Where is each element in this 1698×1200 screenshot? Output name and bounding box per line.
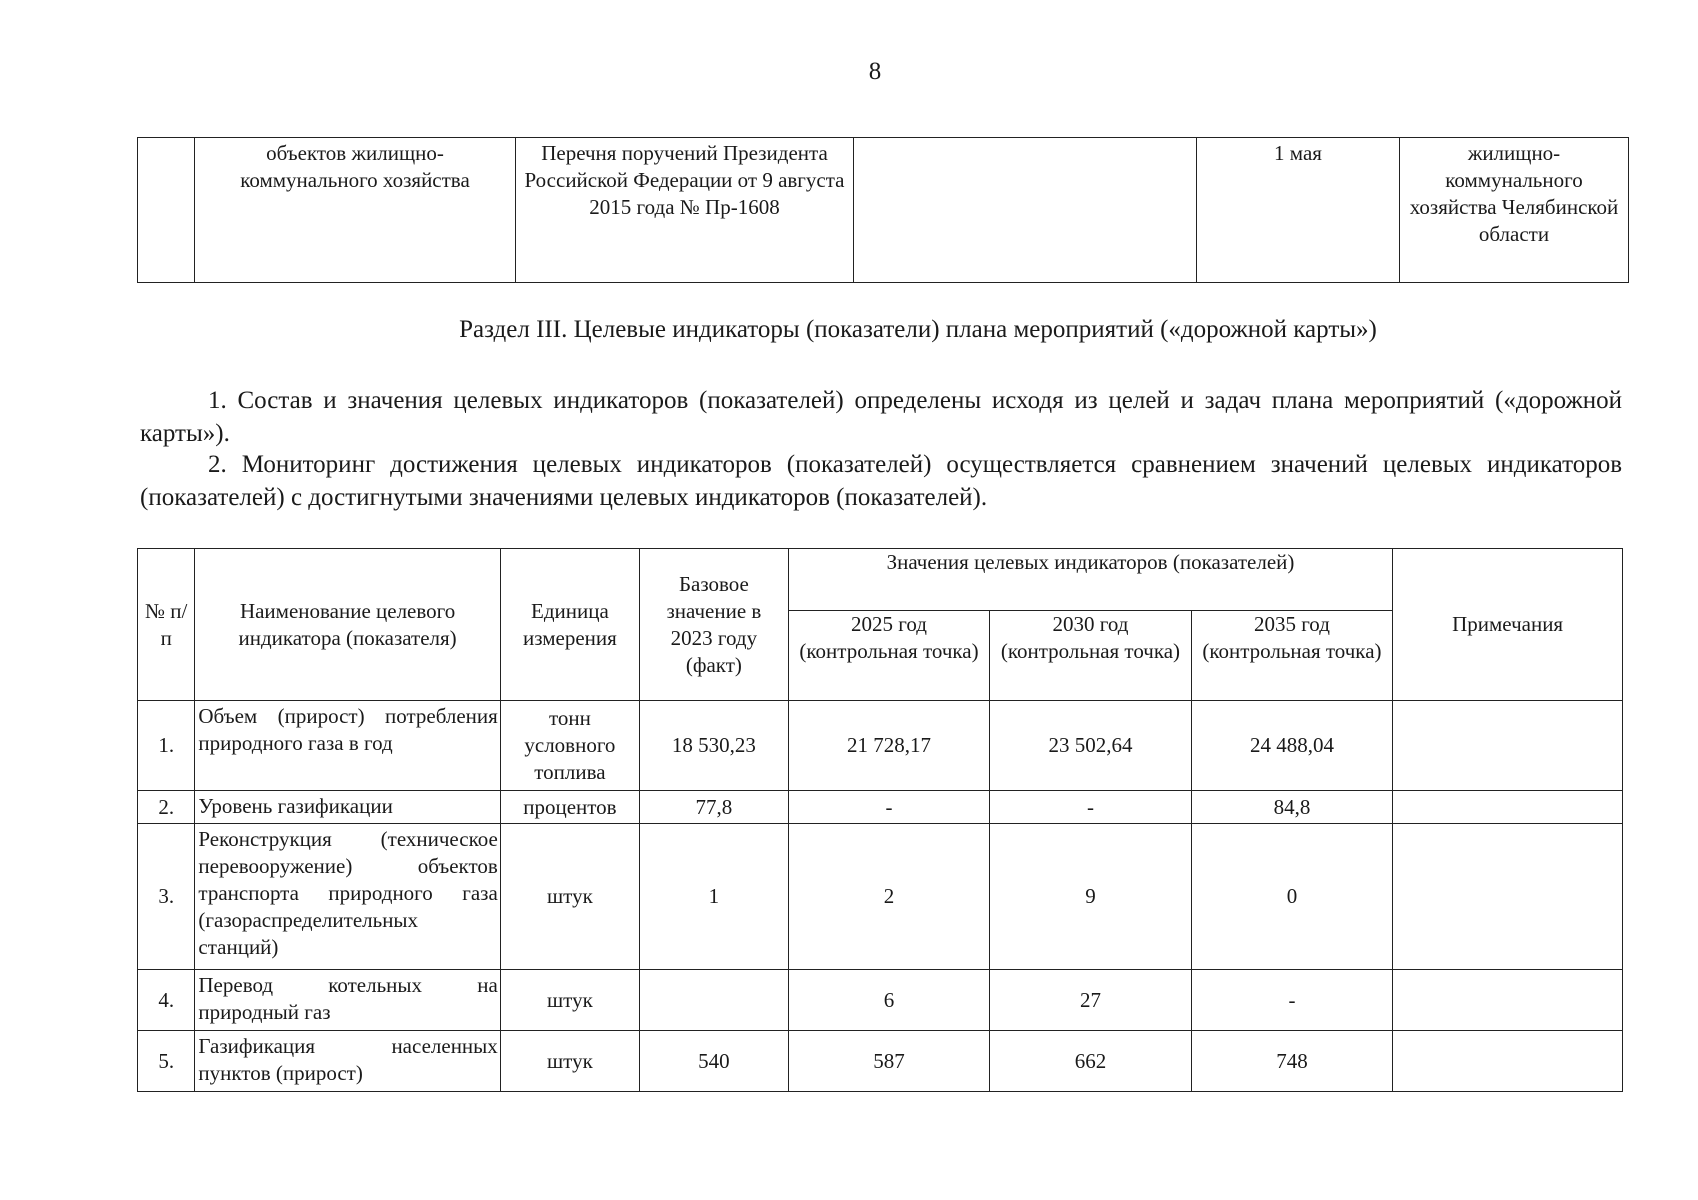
row-unit: штук: [500, 970, 639, 1031]
row-2025: -: [788, 791, 989, 824]
row-unit: тонн условного топлива: [500, 701, 639, 791]
row-num: 3.: [138, 824, 195, 970]
header-num: № п/п: [138, 549, 195, 701]
row-base: 540: [640, 1031, 789, 1092]
row-num: 1.: [138, 701, 195, 791]
row-2030: 9: [990, 824, 1191, 970]
header-notes: Примечания: [1393, 549, 1623, 701]
row-2035: 84,8: [1191, 791, 1392, 824]
row-2025: 6: [788, 970, 989, 1031]
row-unit: штук: [500, 824, 639, 970]
paragraph-text: 1. Состав и значения целевых индикаторов (показателей) определены исходя из целей и задач плана мероприятий («дорожной карты»).: [140, 387, 1622, 447]
row-2035: 24 488,04: [1191, 701, 1392, 791]
paragraph-2: [140, 448, 1622, 514]
paragraph-text: 2. Мониторинг достижения целевых индикаторов (показателей) осуществляется сравнением значений целевых индикаторов (показателей) с достигнутыми значениями целевых индикаторов (показателей).: [140, 451, 1622, 511]
row-base: 77,8: [640, 791, 789, 824]
row-name: Уровень газификации: [195, 791, 500, 824]
row-2025: 2: [788, 824, 989, 970]
row-base: 1: [640, 824, 789, 970]
header-unit: Единица измерения: [500, 549, 639, 701]
row-unit: штук: [500, 1031, 639, 1092]
row-num: 5.: [138, 1031, 195, 1092]
header-values-group: Значения целевых индикаторов (показателей): [788, 549, 1392, 611]
row-2025: 21 728,17: [788, 701, 989, 791]
row-2030: 27: [990, 970, 1191, 1031]
table-row: [138, 138, 1629, 283]
continued-table: [137, 137, 1629, 283]
row-2025: 587: [788, 1031, 989, 1092]
header-row: [138, 549, 1623, 611]
table-row: [138, 791, 1623, 824]
table-cell: объектов жилищно-коммунального хозяйства: [195, 138, 516, 283]
header-2035: 2035 год (контрольная точка): [1191, 611, 1392, 701]
table-row: [138, 1031, 1623, 1092]
table-cell: Перечня поручений Президента Российской Федерации от 9 августа 2015 года № Пр-1608: [516, 138, 854, 283]
table-row: [138, 824, 1623, 970]
table-cell: [854, 138, 1197, 283]
row-num: 4.: [138, 970, 195, 1031]
header-2030: 2030 год (контрольная точка): [990, 611, 1191, 701]
row-2030: 23 502,64: [990, 701, 1191, 791]
row-2030: -: [990, 791, 1191, 824]
header-name: Наименование целевого индикатора (показателя): [195, 549, 500, 701]
row-base: [640, 970, 789, 1031]
row-unit: процентов: [500, 791, 639, 824]
table-cell: 1 мая: [1197, 138, 1400, 283]
section-title: Раздел III. Целевые индикаторы (показатели) плана мероприятий («дорожной карты»): [459, 316, 1377, 343]
row-notes: [1393, 1031, 1623, 1092]
header-base: Базовое значение в 2023 году (факт): [640, 549, 789, 701]
indicator-table: [137, 548, 1623, 1092]
page-number: 8: [868, 58, 882, 85]
row-2035: 0: [1191, 824, 1392, 970]
row-notes: [1393, 701, 1623, 791]
row-name: Объем (прирост) потребления природного газа в год: [195, 701, 500, 791]
row-notes: [1393, 791, 1623, 824]
table-cell: жилищно-коммунального хозяйства Челябинской области: [1400, 138, 1629, 283]
header-2025: 2025 год (контрольная точка): [788, 611, 989, 701]
row-base: 18 530,23: [640, 701, 789, 791]
paragraph-1: [140, 384, 1622, 450]
row-2035: 748: [1191, 1031, 1392, 1092]
row-notes: [1393, 970, 1623, 1031]
row-2030: 662: [990, 1031, 1191, 1092]
row-2035: -: [1191, 970, 1392, 1031]
row-notes: [1393, 824, 1623, 970]
row-name: Реконструкция (техническое перевооружение) объектов транспорта природного газа (газораспределительных станций): [195, 824, 500, 970]
table-row: [138, 701, 1623, 791]
table-cell: [138, 138, 195, 283]
row-name: Перевод котельных на природный газ: [195, 970, 500, 1031]
row-name: Газификация населенных пунктов (прирост): [195, 1031, 500, 1092]
table-row: [138, 970, 1623, 1031]
row-num: 2.: [138, 791, 195, 824]
